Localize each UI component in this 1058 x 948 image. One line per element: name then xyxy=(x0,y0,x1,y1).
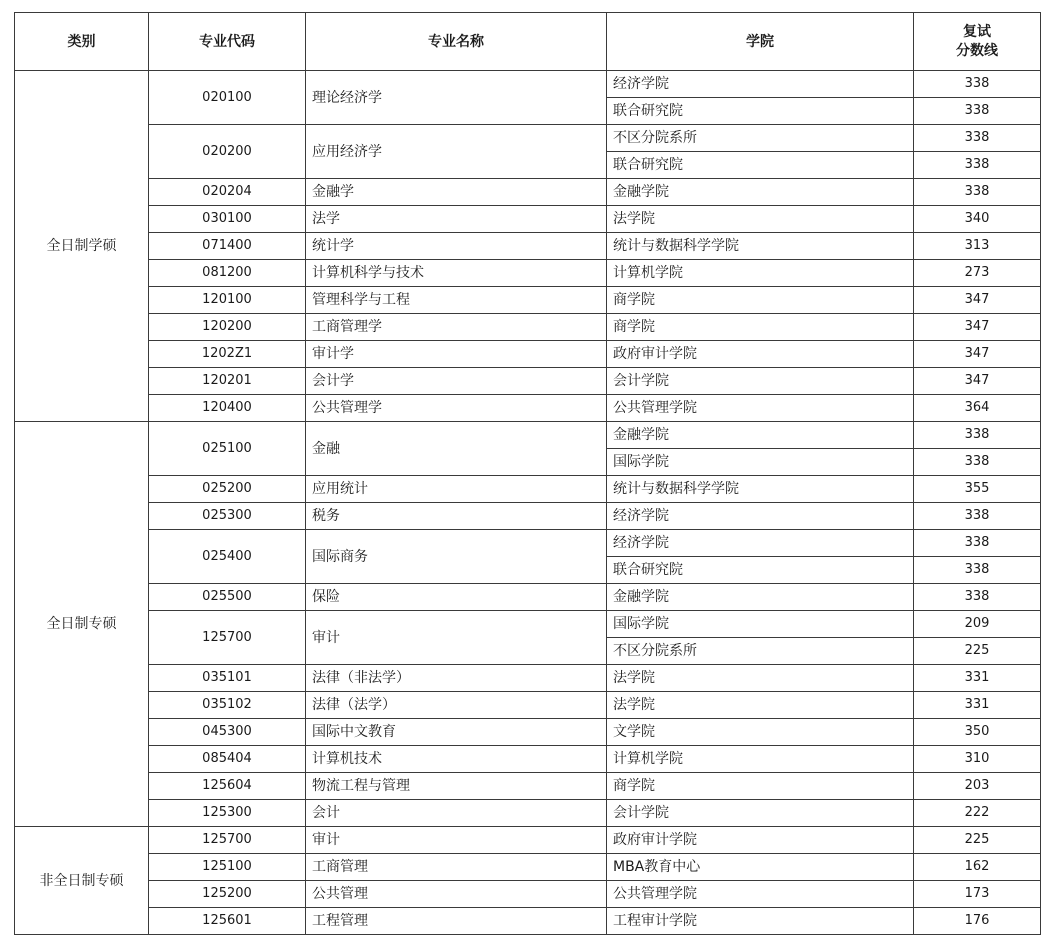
major-name-cell: 公共管理学 xyxy=(306,395,607,422)
school-cell: 金融学院 xyxy=(607,422,914,449)
major-code-cell: 120400 xyxy=(149,395,306,422)
score-table xyxy=(14,12,1041,935)
score-cell: 225 xyxy=(914,638,1041,665)
major-name-cell: 国际中文教育 xyxy=(306,719,607,746)
major-code-cell: 025500 xyxy=(149,584,306,611)
school-cell: 统计与数据科学学院 xyxy=(607,233,914,260)
school-cell: 国际学院 xyxy=(607,449,914,476)
score-cell: 273 xyxy=(914,260,1041,287)
major-code-cell: 020200 xyxy=(149,125,306,179)
major-name-cell: 国际商务 xyxy=(306,530,607,584)
major-name-cell: 审计学 xyxy=(306,341,607,368)
header-score-line1: 复试 xyxy=(963,23,991,40)
major-name-cell: 工商管理学 xyxy=(306,314,607,341)
major-code-cell: 120100 xyxy=(149,287,306,314)
major-name-cell: 审计 xyxy=(306,827,607,854)
major-code-cell: 120200 xyxy=(149,314,306,341)
score-cell: 225 xyxy=(914,827,1041,854)
score-cell: 331 xyxy=(914,665,1041,692)
score-cell: 347 xyxy=(914,368,1041,395)
table-row xyxy=(15,719,1041,746)
major-code-cell: 025200 xyxy=(149,476,306,503)
table-row xyxy=(15,395,1041,422)
school-cell: 商学院 xyxy=(607,773,914,800)
major-code-cell: 025100 xyxy=(149,422,306,476)
score-cell: 338 xyxy=(914,179,1041,206)
header-category: 类别 xyxy=(15,13,149,71)
major-code-cell: 020204 xyxy=(149,179,306,206)
major-name-cell: 物流工程与管理 xyxy=(306,773,607,800)
table-row xyxy=(15,854,1041,881)
score-cell: 338 xyxy=(914,449,1041,476)
table-row xyxy=(15,584,1041,611)
score-cell: 355 xyxy=(914,476,1041,503)
score-cell: 203 xyxy=(914,773,1041,800)
major-code-cell: 125100 xyxy=(149,854,306,881)
major-name-cell: 工商管理 xyxy=(306,854,607,881)
school-cell: 金融学院 xyxy=(607,179,914,206)
major-code-cell: 125700 xyxy=(149,611,306,665)
major-name-cell: 金融学 xyxy=(306,179,607,206)
score-cell: 338 xyxy=(914,584,1041,611)
major-code-cell: 045300 xyxy=(149,719,306,746)
score-cell: 338 xyxy=(914,530,1041,557)
school-cell: 会计学院 xyxy=(607,800,914,827)
score-cell: 222 xyxy=(914,800,1041,827)
major-name-cell: 计算机技术 xyxy=(306,746,607,773)
major-code-cell: 081200 xyxy=(149,260,306,287)
school-cell: 计算机学院 xyxy=(607,260,914,287)
school-cell: 联合研究院 xyxy=(607,98,914,125)
score-cell: 338 xyxy=(914,557,1041,584)
table-row xyxy=(15,71,1041,98)
header-score xyxy=(914,13,1041,71)
school-cell: 政府审计学院 xyxy=(607,827,914,854)
score-cell: 340 xyxy=(914,206,1041,233)
school-cell: 商学院 xyxy=(607,314,914,341)
school-cell: 经济学院 xyxy=(607,71,914,98)
school-cell: 会计学院 xyxy=(607,368,914,395)
major-name-cell: 应用经济学 xyxy=(306,125,607,179)
school-cell: 不区分院系所 xyxy=(607,125,914,152)
table-row xyxy=(15,773,1041,800)
major-name-cell: 公共管理 xyxy=(306,881,607,908)
score-cell: 347 xyxy=(914,287,1041,314)
score-cell: 338 xyxy=(914,125,1041,152)
school-cell: 联合研究院 xyxy=(607,152,914,179)
table-row xyxy=(15,881,1041,908)
table-row xyxy=(15,206,1041,233)
major-code-cell: 125604 xyxy=(149,773,306,800)
category-cell: 非全日制专硕 xyxy=(15,827,149,935)
table-row xyxy=(15,665,1041,692)
school-cell: 法学院 xyxy=(607,692,914,719)
major-name-cell: 金融 xyxy=(306,422,607,476)
school-cell: 文学院 xyxy=(607,719,914,746)
major-name-cell: 管理科学与工程 xyxy=(306,287,607,314)
table-row xyxy=(15,503,1041,530)
table-row xyxy=(15,827,1041,854)
major-code-cell: 035101 xyxy=(149,665,306,692)
score-cell: 338 xyxy=(914,98,1041,125)
school-cell: 法学院 xyxy=(607,665,914,692)
major-name-cell: 理论经济学 xyxy=(306,71,607,125)
school-cell: 金融学院 xyxy=(607,584,914,611)
table-row xyxy=(15,233,1041,260)
score-cell: 209 xyxy=(914,611,1041,638)
table-row xyxy=(15,692,1041,719)
header-row xyxy=(15,13,1041,71)
table-body xyxy=(15,71,1041,935)
header-score-line2: 分数线 xyxy=(956,42,998,59)
score-cell: 338 xyxy=(914,71,1041,98)
school-cell: 不区分院系所 xyxy=(607,638,914,665)
school-cell: 计算机学院 xyxy=(607,746,914,773)
major-code-cell: 025400 xyxy=(149,530,306,584)
major-name-cell: 会计 xyxy=(306,800,607,827)
table-row xyxy=(15,341,1041,368)
school-cell: 工程审计学院 xyxy=(607,908,914,935)
major-name-cell: 法律（非法学） xyxy=(306,665,607,692)
score-cell: 338 xyxy=(914,503,1041,530)
major-name-cell: 法律（法学） xyxy=(306,692,607,719)
major-name-cell: 审计 xyxy=(306,611,607,665)
score-cell: 310 xyxy=(914,746,1041,773)
table-row xyxy=(15,530,1041,557)
major-name-cell: 工程管理 xyxy=(306,908,607,935)
table-row xyxy=(15,908,1041,935)
school-cell: 联合研究院 xyxy=(607,557,914,584)
table-row xyxy=(15,368,1041,395)
score-cell: 350 xyxy=(914,719,1041,746)
major-code-cell: 025300 xyxy=(149,503,306,530)
school-cell: 经济学院 xyxy=(607,530,914,557)
major-code-cell: 085404 xyxy=(149,746,306,773)
school-cell: 公共管理学院 xyxy=(607,395,914,422)
major-code-cell: 035102 xyxy=(149,692,306,719)
major-code-cell: 125300 xyxy=(149,800,306,827)
school-cell: 经济学院 xyxy=(607,503,914,530)
major-code-cell: 030100 xyxy=(149,206,306,233)
table-row xyxy=(15,125,1041,152)
score-cell: 338 xyxy=(914,152,1041,179)
table-row xyxy=(15,260,1041,287)
score-cell: 347 xyxy=(914,341,1041,368)
school-cell: MBA教育中心 xyxy=(607,854,914,881)
major-name-cell: 税务 xyxy=(306,503,607,530)
score-cell: 338 xyxy=(914,422,1041,449)
major-name-cell: 统计学 xyxy=(306,233,607,260)
score-cell: 176 xyxy=(914,908,1041,935)
major-code-cell: 020100 xyxy=(149,71,306,125)
major-code-cell: 120201 xyxy=(149,368,306,395)
table-row xyxy=(15,800,1041,827)
school-cell: 国际学院 xyxy=(607,611,914,638)
table-row xyxy=(15,611,1041,638)
major-code-cell: 125700 xyxy=(149,827,306,854)
major-name-cell: 保险 xyxy=(306,584,607,611)
score-cell: 364 xyxy=(914,395,1041,422)
score-cell: 173 xyxy=(914,881,1041,908)
score-cell: 162 xyxy=(914,854,1041,881)
table-row xyxy=(15,422,1041,449)
school-cell: 统计与数据科学学院 xyxy=(607,476,914,503)
major-code-cell: 125601 xyxy=(149,908,306,935)
table-row xyxy=(15,746,1041,773)
score-cell: 347 xyxy=(914,314,1041,341)
school-cell: 政府审计学院 xyxy=(607,341,914,368)
category-cell: 全日制学硕 xyxy=(15,71,149,422)
header-name: 专业名称 xyxy=(306,13,607,71)
school-cell: 公共管理学院 xyxy=(607,881,914,908)
school-cell: 商学院 xyxy=(607,287,914,314)
table-row xyxy=(15,476,1041,503)
header-school: 学院 xyxy=(607,13,914,71)
table-row xyxy=(15,179,1041,206)
table-row xyxy=(15,314,1041,341)
score-cell: 331 xyxy=(914,692,1041,719)
category-cell: 全日制专硕 xyxy=(15,422,149,827)
major-name-cell: 会计学 xyxy=(306,368,607,395)
score-cell: 313 xyxy=(914,233,1041,260)
major-code-cell: 1202Z1 xyxy=(149,341,306,368)
table-row xyxy=(15,287,1041,314)
major-name-cell: 法学 xyxy=(306,206,607,233)
header-code: 专业代码 xyxy=(149,13,306,71)
major-name-cell: 计算机科学与技术 xyxy=(306,260,607,287)
major-code-cell: 071400 xyxy=(149,233,306,260)
major-code-cell: 125200 xyxy=(149,881,306,908)
major-name-cell: 应用统计 xyxy=(306,476,607,503)
school-cell: 法学院 xyxy=(607,206,914,233)
